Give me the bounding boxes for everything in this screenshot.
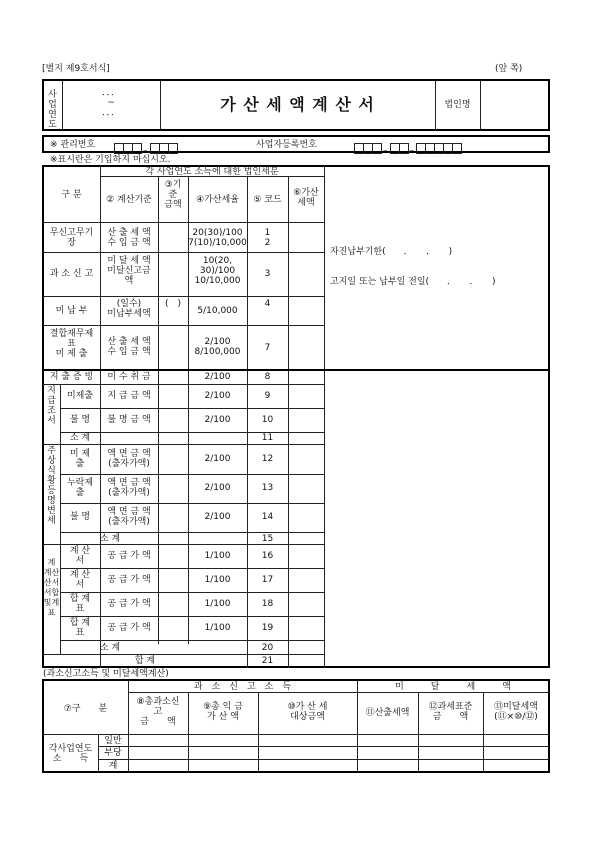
row-basis: 공 급 가 액 bbox=[107, 575, 151, 585]
row-code: 9 bbox=[264, 391, 271, 401]
col-rate: ④가산세율 bbox=[196, 195, 239, 205]
row-rate: 2/100 bbox=[204, 483, 231, 493]
row-code: 19 bbox=[261, 623, 274, 633]
row-label: 미 납 부 bbox=[55, 306, 88, 316]
row-code: 1 2 bbox=[264, 228, 271, 248]
row-rate: 5/10,000 bbox=[197, 306, 238, 316]
row-code: 10 bbox=[261, 415, 274, 425]
row-code: 17 bbox=[261, 575, 274, 585]
group-label: 계 계산 산서 서합 및계 표 bbox=[43, 558, 60, 617]
row-code: 15 bbox=[261, 534, 274, 544]
row-basis: 액 면 금 액 (출자가액) bbox=[107, 449, 151, 469]
row-label: 계 산 서 bbox=[69, 570, 91, 590]
notice-date-text: 고지일 또는 납부일 전일( ． ． ) bbox=[330, 277, 496, 287]
row-basis: (일수) 미납부세액 bbox=[107, 299, 151, 319]
business-year-value[interactable]: ．．． ~ ．．． bbox=[101, 88, 120, 118]
row-label: 합 계 표 bbox=[69, 594, 91, 614]
row-label: 지 출 증 빙 bbox=[49, 372, 94, 382]
col11-label: ⑪산출세액 bbox=[365, 708, 410, 718]
row-basis: 산 출 세 액 수 입 금 액 bbox=[107, 228, 151, 248]
row-label: 미 제 출 bbox=[69, 449, 91, 469]
row-basis: 미 달 세 액 미달신고금 액 bbox=[107, 256, 151, 286]
row-label: 불 명 bbox=[69, 415, 91, 425]
row-rate: 1/100 bbox=[204, 599, 231, 609]
row-days: ( ) bbox=[164, 299, 182, 309]
col-gubun: 구 분 bbox=[61, 190, 82, 200]
row-code: 3 bbox=[264, 269, 271, 279]
row-label: 결합재무제 표 미 제 출 bbox=[49, 329, 94, 359]
col10-label: ⑩가 산 세 대상금액 bbox=[287, 702, 328, 722]
group-underreport: 과 소 신 고 소 득 bbox=[193, 682, 292, 692]
row-code: 14 bbox=[261, 512, 274, 522]
row-label: 불 명 bbox=[69, 512, 91, 522]
row-basis: 산 출 세 액 수 입 금 액 bbox=[107, 337, 151, 357]
row-code: 12 bbox=[261, 454, 274, 464]
row-basis: 공 급 가 액 bbox=[107, 599, 151, 609]
row-rate: 2/100 bbox=[204, 391, 231, 401]
row-basis: 미 수 취 금 bbox=[107, 372, 151, 382]
col-base-amount: ③기 준 금액 bbox=[164, 180, 182, 210]
row-rate: 2/100 bbox=[204, 454, 231, 464]
row-label: 소 계 bbox=[69, 433, 91, 443]
row-basis: 불 명 금 액 bbox=[107, 415, 151, 425]
col12-label: ⑫과세표준 금 액 bbox=[428, 702, 473, 722]
row-basis: 공 급 가 액 bbox=[107, 551, 151, 561]
col13-label: ⑬미달세액 (⑪×⑩/⑫) bbox=[494, 702, 538, 722]
management-no-label: ※ 관리번호 bbox=[50, 140, 96, 150]
row-label: 합 계 표 bbox=[69, 618, 91, 638]
row-label: 합 계 bbox=[134, 656, 156, 666]
col-surcharge: ⑥가산 세액 bbox=[293, 188, 319, 208]
row-label: 계 산 서 bbox=[69, 546, 91, 566]
row-code: 11 bbox=[261, 433, 274, 443]
payment-deadline-text: 자진납부기한( ． ． ) bbox=[330, 247, 453, 257]
row-label: 과 소 신 고 bbox=[49, 269, 94, 279]
business-year-label: 사 업 연 도 bbox=[48, 90, 57, 130]
row-rate: 1/100 bbox=[204, 623, 231, 633]
row-sub-improper: 부당 bbox=[104, 748, 122, 758]
row-code: 8 bbox=[264, 372, 271, 382]
note-text: ※표시란은 기입하지 마십시오. bbox=[50, 155, 171, 165]
group-label: 지 급 조 서 bbox=[47, 386, 56, 426]
row-code: 18 bbox=[261, 599, 274, 609]
row-rate: 2/100 bbox=[204, 512, 231, 522]
row-rate: 20(30)/100 7(10)/10,000 bbox=[188, 228, 247, 248]
col-code: ⑤ 코드 bbox=[253, 195, 282, 205]
row-code: 13 bbox=[261, 483, 274, 493]
row-sub-general: 일반 bbox=[104, 736, 122, 746]
management-no-field[interactable]: – bbox=[114, 138, 177, 157]
row-basis: 액 면 금 액 (출자가액) bbox=[107, 478, 151, 498]
business-reg-label: 사업자등록번호 bbox=[256, 140, 317, 150]
row-rate: 1/100 bbox=[204, 551, 231, 561]
corp-name-label: 법인명 bbox=[444, 100, 471, 110]
group-label: 주 상 식 황 등 명 변 세 bbox=[47, 446, 56, 526]
col8-label: ⑧총과소신 고 금 액 bbox=[136, 697, 180, 727]
group-shortfall: 미 달 세 액 bbox=[395, 682, 511, 692]
row-rate: 2/100 bbox=[204, 372, 231, 382]
page-title: 가 산 세 액 계 산 서 bbox=[220, 95, 375, 114]
row-label: 소 계 bbox=[99, 643, 121, 653]
col-calc-basis: ② 계산기준 bbox=[106, 195, 152, 205]
row-code: 16 bbox=[261, 551, 274, 561]
row-basis: 지 급 금 액 bbox=[107, 391, 151, 401]
row-label: 소 계 bbox=[99, 534, 121, 544]
table2-caption: (과소신고소득 및 미달세액계산) bbox=[43, 669, 169, 679]
row-basis: 액 면 금 액 (출자가액) bbox=[107, 507, 151, 527]
col7-label: ⑦구 분 bbox=[63, 704, 108, 714]
corp-name-field[interactable] bbox=[480, 80, 549, 130]
row-code: 20 bbox=[261, 643, 274, 653]
form-number: [별지 제9호서식] bbox=[42, 64, 110, 74]
page-side-label: (앞 쪽) bbox=[495, 64, 523, 74]
table1-caption: 각 사업연도 소득에 대한 법인세분 bbox=[145, 167, 279, 177]
row-rate: 2/100 bbox=[204, 415, 231, 425]
row-basis: 공 급 가 액 bbox=[107, 623, 151, 633]
row-label: 누락제 출 bbox=[66, 478, 94, 498]
col9-label: ⑨총 익 금 가 산 액 bbox=[203, 702, 243, 722]
row-label: 미제출 bbox=[66, 391, 94, 401]
row-rate: 10(20, 30)/100 10/10,000 bbox=[194, 256, 241, 286]
row-rate: 1/100 bbox=[204, 575, 231, 585]
row-label: 무신고무기 장 bbox=[49, 228, 94, 248]
row-rate: 2/100 8/100,000 bbox=[194, 337, 241, 357]
row-code: 7 bbox=[264, 343, 271, 353]
row-main-label: 각사업연도 소 득 bbox=[48, 744, 93, 764]
business-reg-field[interactable]: – – bbox=[354, 138, 461, 157]
row-code: 4 bbox=[264, 299, 271, 309]
row-code: 21 bbox=[261, 656, 274, 666]
row-sub-total: 계 bbox=[108, 761, 118, 771]
